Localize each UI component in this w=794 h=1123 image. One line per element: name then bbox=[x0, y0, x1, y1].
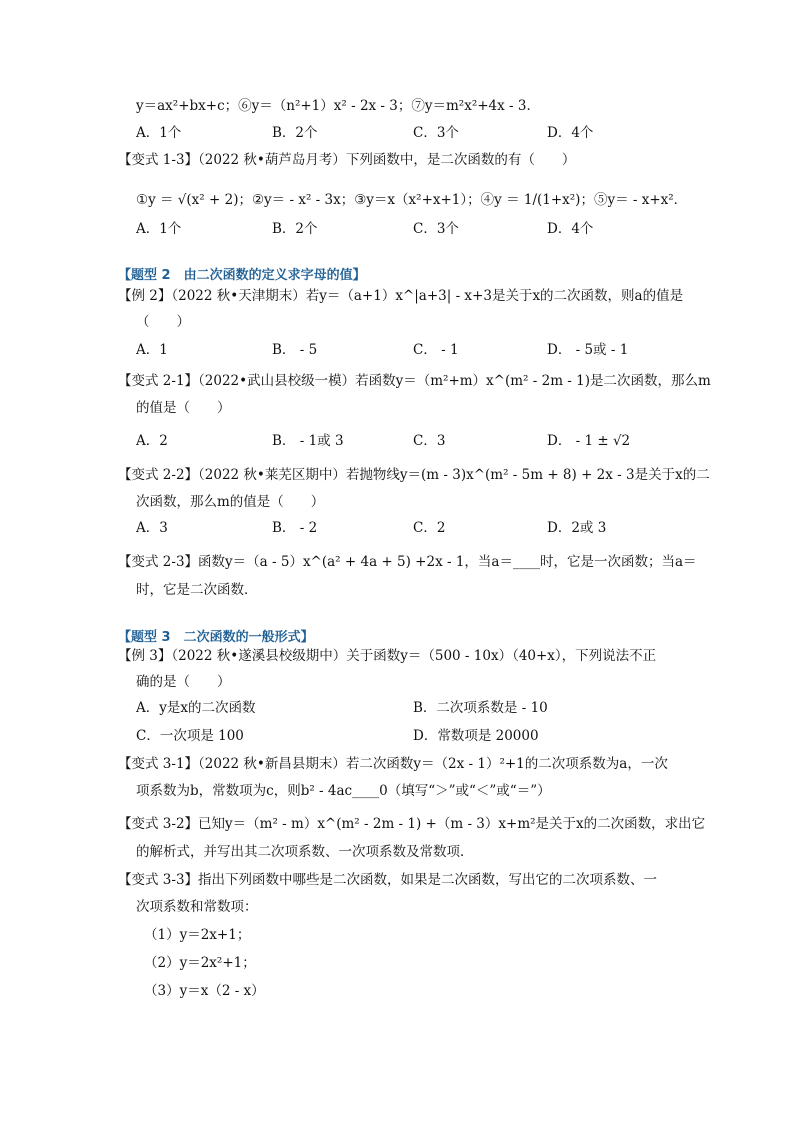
variant-2-2-continuation: 次函数，那么m的值是（ ） bbox=[136, 494, 325, 510]
option-b: B．2个 bbox=[272, 125, 318, 141]
option-a: A．1个 bbox=[136, 125, 182, 141]
section-heading: 【题型 2 由二次函数的定义求字母的值】 bbox=[118, 268, 366, 283]
option-c: C．3 bbox=[413, 433, 446, 449]
example-2: 【例 2】（2022 秋•天津期末）若y＝（a+1）x^|a+3| - x+3是关于x的二次函数，则a的值是 bbox=[118, 288, 684, 304]
example-3-continuation: 确的是（ ） bbox=[136, 674, 231, 690]
option-b: B．2个 bbox=[272, 221, 318, 237]
option-c: C．3个 bbox=[413, 125, 459, 141]
option-a: A．2 bbox=[136, 433, 168, 449]
option-d: D．常数项是 20000 bbox=[413, 728, 539, 744]
option-d: D． - 1 ± √2 bbox=[547, 433, 631, 449]
question-variant-2-3: 【变式 2-3】函数y＝（a - 5）x^(a² + 4a + 5) +2x - 1，当a＝____时，它是一次函数；当a＝ bbox=[118, 554, 697, 570]
option-c: C．3个 bbox=[413, 221, 459, 237]
question-variant-3-2: 【变式 3-2】已知y＝（m² - m）x^(m² - 2m - 1) +（m - 3）x+m²是关于x的二次函数，求出它 bbox=[118, 816, 706, 832]
subitem: （2）y＝2x²+1； bbox=[144, 955, 256, 971]
option-c: C． - 1 bbox=[413, 342, 459, 358]
text-line: y＝ax²+bx+c；⑥y＝（n²+1）x² - 2x - 3；⑦y＝m²x²+4x - 3． bbox=[136, 98, 540, 114]
option-a: A．1 bbox=[136, 342, 168, 358]
example-2-parenthesis: （ ） bbox=[136, 314, 190, 330]
option-a: A．y是x的二次函数 bbox=[136, 700, 256, 716]
option-a: A．1个 bbox=[136, 221, 182, 237]
option-d: D．4个 bbox=[547, 125, 594, 141]
question-variant-3-3: 【变式 3-3】指出下列函数中哪些是二次函数，如果是二次函数，写出它的二次项系数、一 bbox=[118, 872, 658, 888]
example-3: 【例 3】（2022 秋•遂溪县校级期中）关于函数y＝（500 - 10x）（40+x），下列说法不正 bbox=[118, 648, 657, 664]
option-c: C．一次项是 100 bbox=[136, 728, 244, 744]
option-b: B． - 5 bbox=[272, 342, 318, 358]
subitem: （1）y＝2x+1； bbox=[144, 927, 251, 943]
variant-2-3-continuation: 时，它是二次函数． bbox=[136, 582, 258, 598]
option-d: D．4个 bbox=[547, 221, 594, 237]
variant-3-2-continuation: 的解析式，并写出其二次项系数、一次项系数及常数项． bbox=[136, 844, 474, 860]
option-b: B． - 2 bbox=[272, 520, 318, 536]
subitem: （3）y＝x（2 - x） bbox=[144, 983, 265, 999]
question-variant-2-2: 【变式 2-2】（2022 秋•莱芜区期中）若抛物线y＝(m - 3)x^(m² - 5m + 8) + 2x - 3是关于x的二 bbox=[118, 467, 710, 483]
variant-3-1-continuation: 项系数为b，常数项为c，则b² - 4ac____0（填写“＞”或“＜”或“＝”） bbox=[136, 783, 551, 799]
option-a: A．3 bbox=[136, 520, 168, 536]
variant-3-3-continuation: 次项系数和常数项： bbox=[136, 899, 258, 915]
option-b: B． - 1或 3 bbox=[272, 433, 344, 449]
option-c: C．2 bbox=[413, 520, 446, 536]
variant-1-3-expression: ①y ＝ √(x² + 2)；②y＝ - x² - 3x；③y＝x（x²+x+1）；④y ＝ 1/(1+x²)；⑤y＝ - x+x²． bbox=[136, 192, 688, 208]
question-variant-2-1: 【变式 2-1】（2022•武山县校级一模）若函数y＝（m²+m）x^(m² - 2m - 1)是二次函数，那么m bbox=[118, 373, 711, 389]
option-b: B．二次项系数是 - 10 bbox=[413, 700, 548, 716]
question-variant-3-1: 【变式 3-1】（2022 秋•新昌县期末）若二次函数y＝（2x - 1）²+1的二次项系数为a，一次 bbox=[118, 756, 668, 772]
option-d: D． - 5或 - 1 bbox=[547, 342, 629, 358]
question-variant-1-3: 【变式 1-3】（2022 秋•葫芦岛月考）下列函数中，是二次函数的有（ ） bbox=[118, 152, 576, 168]
section-heading: 【题型 3 二次函数的一般形式】 bbox=[118, 630, 314, 645]
variant-2-1-continuation: 的值是（ ） bbox=[136, 400, 231, 416]
option-d: D．2或 3 bbox=[547, 520, 607, 536]
